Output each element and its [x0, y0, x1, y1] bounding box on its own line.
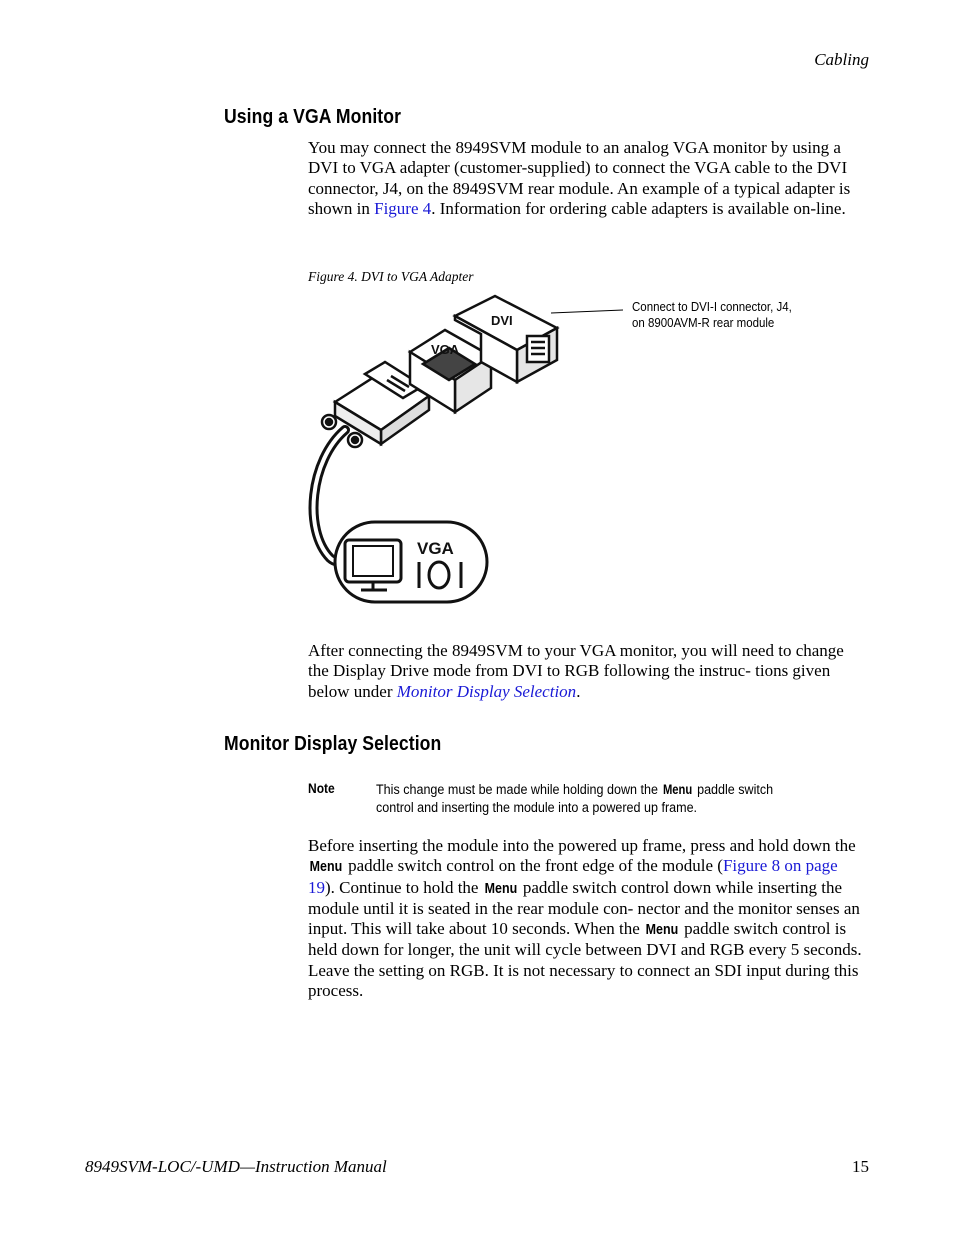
note-text [376, 780, 813, 817]
paragraph-display-drive [308, 641, 868, 702]
paragraph-text: paddle switch control on the front edge of the module ( [343, 856, 723, 876]
figure-caption: Figure 4. DVI to VGA Adapter [308, 269, 474, 284]
callout-line-1: Connect to DVI-I connector, J4, [632, 300, 792, 314]
adapter-dvi-label: DVI [491, 313, 513, 328]
paragraph-text: After connecting the 8949SVM to your VGA monitor, you will need to change the Display Drive mode from DVI to RGB following the instruc- tions given below under [308, 641, 844, 701]
menu-keyword: Menu [662, 781, 693, 797]
menu-keyword: Menu [645, 922, 679, 939]
figure-callout [632, 299, 792, 331]
adapter-vga-label: VGA [431, 342, 460, 357]
vga-port-badge [335, 522, 487, 602]
paragraph-menu-procedure [308, 836, 868, 1001]
note-label: Note [308, 780, 335, 796]
paragraph-text: paddle switch control is held down for longer, the unit will cycle between DVI and RGB every 5 seconds. Leave the setting on RGB. It is not necessary to connect an SDI input during this process. [308, 919, 862, 1001]
paragraph-text: . Information for ordering cable adapters is available on-line. [431, 198, 846, 218]
callout-line-2: on 8900AVM-R rear module [632, 316, 775, 330]
menu-keyword: Menu [484, 880, 517, 897]
monitor-display-selection-link[interactable]: Monitor Display Selection [396, 681, 577, 701]
paragraph-text: paddle switch control down while inserting the module until it is seated in the rear module con- nector and the monitor senses an input. This will take about 10 seconds. When the [308, 877, 860, 939]
paragraph-text: . [576, 681, 581, 701]
paragraph-text: ). Continue to hold the [325, 877, 483, 897]
note-text-part: This change must be made while holding down the [376, 782, 662, 797]
paragraph-text: Before inserting the module into the powered up frame, press and hold down the [308, 836, 856, 855]
footer-manual-title: 8949SVM-LOC/-UMD—Instruction Manual [85, 1157, 387, 1176]
menu-keyword: Menu [309, 859, 343, 876]
footer-page-number: 15 [852, 1157, 869, 1176]
section-heading-monitor-display-selection: Monitor Display Selection [224, 733, 442, 755]
note-text-part: paddle switch control and inserting the module into a powered up frame. [376, 782, 774, 815]
running-head: Cabling [814, 50, 869, 69]
dvi-to-vga-adapter-illustration [305, 290, 565, 610]
figure-4-link[interactable]: Figure 4 [374, 198, 432, 218]
paragraph-vga-intro [308, 138, 868, 219]
figure-8-link[interactable]: Figure 8 on page 19 [308, 856, 838, 897]
paragraph-text: You may connect the 8949SVM module to an analog VGA monitor by using a DVI to VGA adapter (customer-supplied) to connect the VGA cable to the DVI connector, J4, on the 8949SVM rear module. An example of a typical adapter is shown in [308, 138, 851, 218]
section-heading-vga-monitor: Using a VGA Monitor [224, 106, 402, 128]
vga-badge-label: VGA [417, 539, 454, 558]
